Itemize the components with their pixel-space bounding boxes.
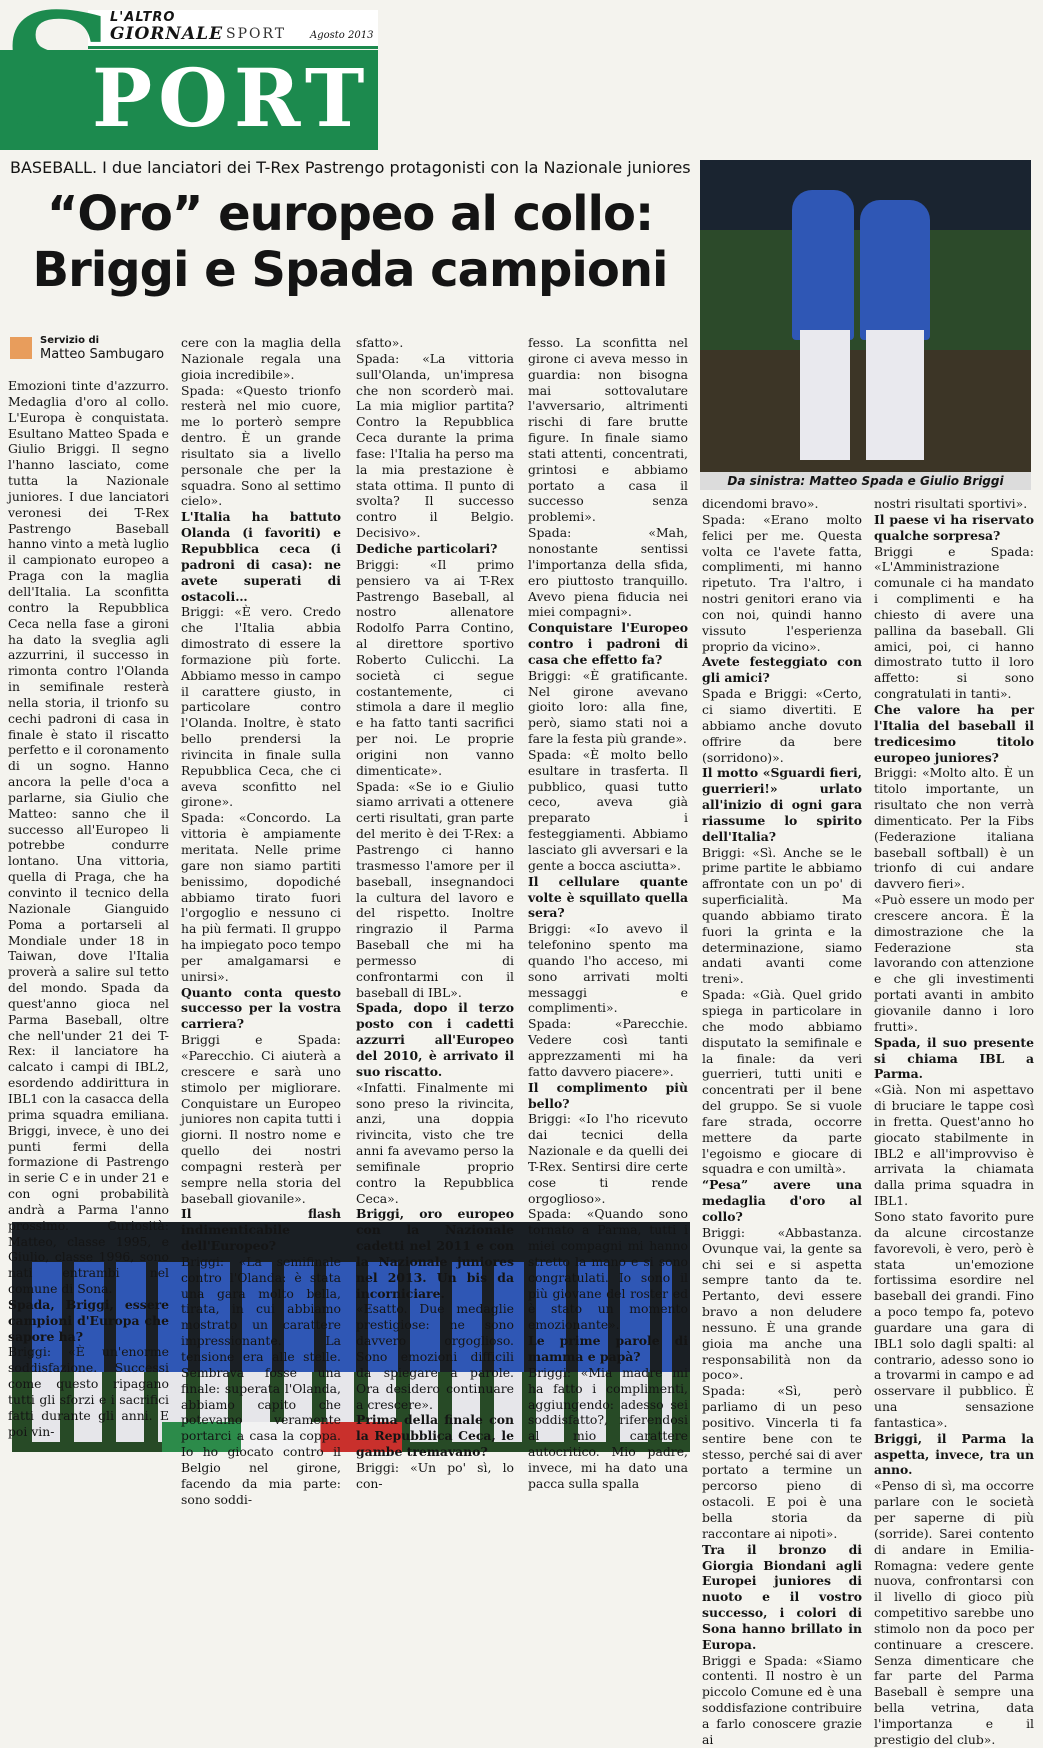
article-paragraph: Briggi: «Mia madre mi ha fatto i complimenti, aggiungendo: adesso sei soddisfatto?, riferendosi al mio carattere autocritico. Mio padre, invece, mi ha dato una pacca sulla spalla	[528, 1364, 688, 1491]
interview-question: Spada, il suo presente si chiama IBL a Parma.	[874, 1034, 1034, 1082]
article-paragraph: Briggi: «Un po' sì, lo con-	[356, 1459, 514, 1491]
article-paragraph: Spada: «Se io e Giulio siamo arrivati a ottenere certi risultati, gran parte del merito è dei T-Rex: a Pastrengo ci hanno trasmesso l'amore per il baseball, insegnandoci la cultura del lavoro e del rispetto. Inoltre ringrazio il Parma Baseball che mi ha permesso di confrontarmi con il baseball di IBL».	[356, 778, 514, 1000]
interview-question: Prima della finale con la Repubblica Ceca, le gambe tremavano?	[356, 1412, 514, 1460]
article-paragraph: Briggi e Spada: «L'Amministrazione comunale ci ha mandato i complimenti e ha chiesto di avere una pallina da baseball. Gli amici, poi, ci hanno dimostrato tutto il loro affetto: si sono congratulati in tanti».	[874, 543, 1034, 702]
article-paragraph: Briggi e Spada: «Siamo contenti. Il nostro è un piccolo Comune ed è una soddisfazione contribuire a farlo conoscere grazie ai	[702, 1652, 862, 1747]
byline-author: Matteo Sambugaro	[40, 347, 165, 362]
article-paragraph: Briggi: «Il primo pensiero va ai T-Rex Pastrengo Baseball, al nostro allenatore Rodolfo Parra Contino, al direttore sportivo Roberto Culicchi. La società ci segue costantemente, ci stimola a dare il meglio e ha fatto tanti sacrifici per noi. Le proprie origini non vanno dimenticate».	[356, 556, 514, 778]
article-column-1	[8, 378, 169, 1440]
masthead-port: PORT	[92, 51, 371, 145]
article-paragraph: sfatto».	[356, 335, 404, 350]
article-paragraph: Spada: «Sì, però parliamo di un peso positivo. Vincerla ti fa sentire bene con te stesso, perché sai di aver portato a termine un percorso pieno di ostacoli. E poi è una bella storia da raccontare ai nipoti».	[702, 1383, 862, 1541]
article-paragraph: Spada: «Questo trionfo resterà nel mio cuore, me lo porterò sempre dentro. È un grande risultato sia a livello personale che per la squadra. Sono al settimo cielo».	[181, 382, 341, 509]
interview-question: Il motto «Sguardi fieri, guerrieri!» urlato all'inizio di ogni gara riassume lo spirito dell'Italia?	[702, 765, 862, 844]
article-paragraph: Spada: «È molto bello esultare in trasferta. Il pubblico, quasi tutto ceco, aveva già preparato i festeggiamenti. Abbiamo lasciato gli avversari e la gente a bocca asciutta».	[528, 746, 688, 873]
interview-question: Il flash indimenticabile dell'Europeo?	[181, 1206, 341, 1254]
interview-question: Spada, dopo il terzo posto con i cadetti azzurri all'Europeo del 2010, è arrivato il suo riscatto.	[356, 1000, 514, 1079]
interview-question: Dediche particolari?	[356, 540, 498, 556]
article-column-5	[702, 496, 862, 1748]
article-paragraph: Briggi e Spada: «Parecchio. Ci aiuterà a crescere e sarà uno stimolo per migliorare. Conquistare un Europeo juniores non capita tutti i giorni. Il nostro nome e quello dei nostri compagni resterà per sempre nella storia del baseball giovanile».	[181, 1032, 341, 1206]
interview-question: Briggi, il Parma la aspetta, invece, tra un anno.	[874, 1430, 1034, 1478]
article-paragraph: Spada: «Mah, nonostante sentissi l'importanza della sfida, ero piuttosto tranquillo. Avevo piena fiducia nei miei compagni».	[528, 525, 688, 620]
article-paragraph: dicendomi bravo».	[702, 496, 819, 511]
article-paragraph: Sono stato favorito pure da alcune circostanze favorevoli, è vero, però è stata un'emozione fortissima esordire nel baseball dei grandi. Fino a poco tempo fa, potevo guardare una gara di IBL1 solo dagli spalti: al contrario, adesso sono io a trovarmi in campo e ad osservare il pubblico. È una sensazione fantastica».	[874, 1208, 1034, 1430]
article-paragraph: Briggi: «È un'enorme soddisfazione. Successi come questo ripagano tutti gli sforzi e i sacrifici fatti durante gli anni. E poi vin-	[8, 1344, 169, 1439]
interview-question: Il cellulare quante volte è squillato quella sera?	[528, 873, 688, 921]
article-paragraph: Briggi: «Molto alto. È un titolo importante, un risultato che non verrà dimenticato. Per la Fibs (Federazione italiana baseball softball) è un trionfo di cui andare davvero fieri».	[874, 765, 1034, 892]
article-paragraph: Briggi: «Io l'ho ricevuto dai tecnici della Nazionale e da quelli dei T-Rex. Sentirsi dire certe cose ti rende orgoglioso».	[528, 1111, 688, 1206]
article-paragraph: Spada: «Concordo. La vittoria è ampiamente meritata. Nelle prime gare non siamo partiti benissimo, dopodiché abbiamo tirato fuori l'orgoglio e nessuno ci ha più fermati. Il gruppo ha impiegato poco tempo per amalgamarsi e unirsi».	[181, 810, 341, 984]
byline-photo-icon	[10, 337, 32, 359]
article-paragraph: Spada: «Parecchie. Vedere così tanti apprezzamenti mi ha fatto davvero piacere».	[528, 1016, 688, 1079]
photo-caption: Da sinistra: Matteo Spada e Giulio Briggi	[700, 472, 1031, 490]
article-paragraph: Spada: «Erano molto felici per me. Questa volta ce l'avete fatta, complimenti, mi hanno ripetuto. Tra l'altro, i nostri genitori erano via con noi, quindi hanno vissuto l'esperienza proprio da vicino».	[702, 511, 862, 654]
article-paragraph: «Già. Non mi aspettavo di bruciare le tappe così in fretta. Quest'anno ho giocato stabilmente in IBL2 e all'improvviso è arrivata la chiamata dalla prima squadra in IBL1.	[874, 1082, 1034, 1209]
article-paragraph: «Esatto. Due medaglie prestigiose: ne sono davvero orgoglioso. Sono emozioni difficili da spiegare a parole. Ora desidero continuare a crescere».	[356, 1301, 514, 1412]
article-paragraph: fesso. La sconfitta nel girone ci aveva messo in guardia: non bisogna mai sottovalutare l'avversario, altrimenti rischi di fare brutte figure. In finale siamo stati attenti, concentrati, grintosi e abbiamo portato a casa il successo senza problemi».	[528, 335, 688, 525]
article-paragraph: «Può essere un modo per crescere ancora. È la dimostrazione che la Federazione sta lavorando con attenzione e che gli investimenti portati avanti in ambito giovanile danno i loro frutti».	[874, 892, 1034, 1034]
article-paragraph: «Infatti. Finalmente mi sono preso la rivincita, anzi, una doppia rivincita, visto che tre anni fa avevamo perso la semifinale proprio contro la Repubblica Ceca».	[356, 1079, 514, 1206]
player-spada-figure	[792, 190, 854, 340]
article-paragraph: Briggi: «Abbastanza. Ovunque vai, la gente sa chi sei e si aspetta sempre tanto da te. Pertanto, devi essere bravo a non deludere nessuno. È una grande gioia ma anche una responsabilità non da poco».	[702, 1224, 862, 1383]
article-column-2	[181, 335, 341, 1507]
interview-question: Le prime parole di mamma e papà?	[528, 1333, 688, 1364]
interview-question: Avete festeggiato con gli amici?	[702, 654, 862, 686]
article-paragraph: Spada: «Quando sono tornato a Parma, tutti i miei compagni mi hanno stretto la mano e si sono congratulati. Io sono il più giovane del roster ed è stato un momento emozionante».	[528, 1206, 688, 1333]
article-column-6	[874, 496, 1034, 1748]
headline-line1: “Oro” europeo al collo:	[46, 186, 654, 242]
issue-date: Agosto 2013	[310, 30, 374, 41]
logo-line2: GIORNALE	[110, 24, 224, 44]
interview-question: “Pesa” avere una medaglia d'oro al collo?	[702, 1177, 862, 1224]
photo-players	[700, 160, 1031, 490]
article-column-4	[528, 335, 688, 1492]
interview-question: L'Italia ha battuto Olanda (i favoriti) e Repubblica ceca (i padroni di casa): ne avete superati di ostacoli…	[181, 509, 341, 604]
masthead-big-s: S	[2, 0, 118, 166]
player-briggi-legs	[866, 330, 924, 460]
interview-question: Il complimento più bello?	[528, 1079, 688, 1111]
interview-question: Briggi, oro europeo con la Nazionale cadetti nel 2011 e con la Nazionale juniores nel 2013. Un bis da incorniciare.	[356, 1206, 514, 1301]
article-paragraph: nostri risultati sportivi».	[874, 496, 1028, 511]
headline-line2: Briggi e Spada campioni	[32, 242, 668, 298]
article-paragraph: Briggi: «La semifinale contro l'Olanda: è stata una gara molto bella, tirata, in cui abbiamo mostrato un carattere impressionante. La tensione era alle stelle. Sembrava fosse una finale: superata l'Olanda, abbiamo capito che potevamo veramente portarci a casa la coppa. Io ho giocato contro il Belgio nel girone, facendo da mia parte: sono soddi-	[181, 1253, 341, 1507]
article-column-3	[356, 335, 514, 1492]
headline	[10, 186, 690, 298]
interview-question: Il paese vi ha riservato qualche sorpresa?	[874, 511, 1034, 543]
section-label: SPORT	[226, 26, 287, 42]
article-paragraph: Briggi: «È vero. Credo che l'Italia abbia dimostrato di essere la formazione più forte. Abbiamo messo in campo il carattere giusto, in particolare contro l'Olanda. Inoltre, è stato bello prendersi la rivincita in finale sulla Repubblica Ceca, che ci aveva sconfitto nel girone».	[181, 604, 341, 810]
article-paragraph: Spada e Briggi: «Certo, ci siamo divertiti. E abbiamo anche dovuto offrire da bere (sorridono)».	[702, 686, 862, 765]
interview-question: Tra il bronzo di Giorgia Biondani agli Europei juniores di nuoto e il vostro successo, i colori di Sona hanno brillato in Europa.	[702, 1541, 862, 1652]
article-paragraph: Spada: «La vittoria sull'Olanda, un'impresa che non scorderò mai. La mia miglior partita? Contro la Repubblica Ceca durante la prima fase: l'Italia ha perso ma la mia prestazione è stata ottima. Il punto di svolta? Il successo contro il Belgio. Decisivo».	[356, 350, 514, 541]
interview-question: Conquistare l'Europeo contro i padroni di casa che effetto fa?	[528, 620, 688, 667]
player-spada-legs	[800, 330, 850, 460]
logo-line1: L'ALTRO	[110, 10, 176, 25]
article-paragraph: Emozioni tinte d'azzurro. Medaglia d'oro al collo. L'Europa è conquistata. Esultano Matteo Spada e Giulio Briggi. Il segno l'hanno lasciato, come tutta la Nazionale juniores. I due lanciatori veronesi dei T-Rex Pastrengo Baseball hanno vinto a metà luglio il campionato europeo a Praga con la maglia dell'Italia. La sconfitta contro la Repubblica Ceca nella fase a gironi ha dato la sveglia agli azzurrini, il successo in rimonta contro l'Olanda in semifinale resterà nella storia, il trionfo su cechi padroni di casa in finale è stato il riscatto perfetto e il coronamento di un sogno. Hanno ancora la pelle d'oca a parlarne, sia Giulio che Matteo: sanno che il successo all'Europeo li potrebbe condurre lontano. Una vittoria, quella di Praga, che ha convinto il tecnico della Nazionale Gianguido Poma a portarseli al Mondiale under 18 in Taiwan, dove l'Italia proverà a salire sul tetto del mondo. Spada da quest'anno gioca nel Parma Baseball, oltre che nell'under 21 dei T-Rex: il lanciatore ha calcato i campi di IBL2, esordendo addirittura in IBL1 con la casacca della prima squadra emiliana. Briggi, invece, è uno dei punti fermi della formazione di Pastrengo in serie C e in under 21 e con ogni probabilità andrà a Parma l'anno prossimo. Curiosità: Matteo, classe 1995, e Giulio, classe 1996, sono nati entrambi nel comune di Sona.	[8, 378, 169, 1297]
article-paragraph: Spada: «Già. Quel grido spiega in particolare in che modo abbiamo disputato la semifinale e la finale: da veri guerrieri, tutti uniti e concentrati per il bene del gruppo. Se si vuole fare strada, occorre mettere da parte l'egoismo e giocare di squadra e con umiltà».	[702, 987, 862, 1177]
article-paragraph: Briggi: «Io avevo il telefonino spento ma quando l'ho acceso, mi sono arrivati molti messaggi e complimenti».	[528, 921, 688, 1016]
byline-label: Servizio di	[40, 335, 100, 346]
article-paragraph: cere con la maglia della Nazionale regala una gioia incredibile».	[181, 335, 341, 382]
interview-question: Quanto conta questo successo per la vostra carriera?	[181, 984, 341, 1032]
masthead-topbar	[88, 10, 378, 49]
masthead	[0, 0, 378, 166]
interview-question: Spada, Briggi, essere campioni d'Europa che sapore ha?	[8, 1296, 169, 1344]
article-paragraph: Briggi: «È gratificante. Nel girone avevano gioito loro: alla fine, però, siamo stati noi a fare la festa più grande».	[528, 667, 688, 747]
player-briggi-figure	[860, 200, 930, 340]
kicker: BASEBALL. I due lanciatori dei T-Rex Pastrengo protagonisti con la Nazionale juniores	[10, 158, 691, 177]
article-paragraph: Briggi: «Sì. Anche se le prime partite le abbiamo affrontate con un po' di superficialità. Ma quando abbiamo tirato fuori la grinta e la determinazione, siamo andati avanti come treni».	[702, 844, 862, 987]
article-paragraph: «Penso di sì, ma occorre parlare con le società per saperne di più (sorride). Sarei contento di andare in Emilia-Romagna: vedere gente nuova, confrontarsi con il livello di gioco più competitivo sarebbe uno stimolo non da poco per continuare a crescere. Senza dimenticare che far parte del Parma Baseball è sempre una bella vetrina, data l'importanza e il prestigio del club».	[874, 1478, 1034, 1747]
interview-question: Che valore ha per l'Italia del baseball il tredicesimo titolo europeo juniores?	[874, 701, 1034, 765]
